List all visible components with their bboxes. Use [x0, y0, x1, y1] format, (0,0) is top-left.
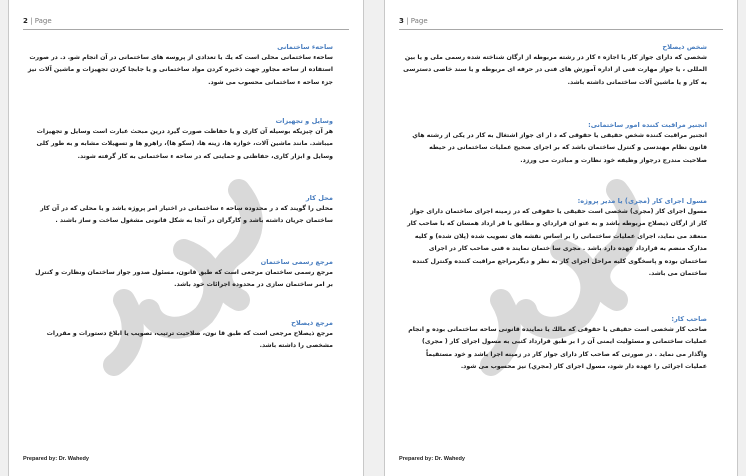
section-text: مسول اجرای کار (مجری) شخصی است حقیقی یا حقوقی که در زمینه اجرای ساختمان دارای جواز کار از ارگان ذیصلاح مربوطه باشد و به عنو ان قرارداي و مطابق با قر ارداد همسان که با صاحب کار منعقد می نماید، اجرای عملیات ساختمانی را بر اساس نقشه های تصویب شده (پلان شده) و کلیه مدارک منضم به قرارداد عهده دارد باشد . مجری سا ختمان نمایند ه فنی صاحب کار در اجرای ساختمان بوده و پاسخگوی کلیه مراحل اجرای کار به نظر و دیگرمراجع مراقبت کننده وکنترل کننده ساختمان می باشد. — [407, 208, 707, 278]
document-page-2 — [8, 0, 364, 476]
section-heading: مرجع ذیصلاح — [291, 319, 333, 327]
section-heading: ساحه‌ء ساختمانی — [277, 43, 333, 51]
section-heading: مرجع رسمی ساختمان — [260, 258, 333, 266]
section-text: مرجع رسمی ساختمان مرجعی است که طبق قانون، مسئول صدور جواز ساختمان ونظارت و کنترل بر امر ساختمان سازی در محدوده اجرائات خود باشد. — [35, 269, 333, 289]
section-heading: شخص ذیصلاح — [662, 43, 707, 51]
page-footer: Prepared by: Dr. Wahedy — [399, 456, 466, 462]
document-page-3 — [384, 0, 738, 476]
section-text: صاحب کار شخصی است حقیقی یا حقوقی که مالك یا نماینده قانونی ساحه ساختمانی بوده و انجام عملیات ساختمانی و مسئولیت ایمنی آن ر ا بر طبق قرارداد کتبی به مسول اجرای کار ( مجری) واگذار می نماید . در صورتی که صاحب کار دارای جواز کار در زمینه اجرا باشد و خود مستقیماً عملیات اجرائی را عهده دار شود، مسول اجرای کار (مجري) نیز محسوب می شود. — [408, 326, 707, 371]
section-text: انجنیر مراقبت کننده شخص حقیقی یا حقوقی که د ار ای جواز اشتغال به کار در یکی از رشته هاي قانون نظام مهندسی و کنترل ساختمان باشد که بر اجرای صحیح عملیات ساختمانی در حیطه صلاحیت مندرج درجواز وظیفه خود نظارت و مبادرت می ورزد. — [412, 132, 707, 164]
section-heading: محل کار — [305, 194, 333, 202]
section-heading: انجنیر مراقبت کننده امور ساختمانی: — [588, 121, 707, 129]
section-equipment — [27, 116, 333, 163]
section-official-authority — [27, 257, 333, 292]
section-text: شخصی که دارای جواز کار یا اجازه ء کار در رشته مربوطه از ارگان شناخته شده رسمی ملی و یا بین المللی ، یا جواز مهارت فنی از اداره آموزش های فنی در حرفه ای مربوطه و یا سند خاصی دسترسی به کار و یا ماشین آلات ساختمانی داشته باشد. — [403, 54, 707, 86]
section-workplace — [27, 193, 333, 228]
section-competent-person — [403, 42, 707, 89]
section-text: مرجع ذیصلاح مرجعی است که طبق قا نون، صلاحیت ترتیب، تصویب یا ابلاغ دستورات و مقررات مشخصی را داشته باشد. — [46, 330, 333, 350]
section-employer — [403, 314, 707, 374]
page-header — [399, 13, 723, 30]
section-competent-authority — [27, 318, 333, 353]
page-number-label: 2 | Page — [23, 17, 52, 25]
page-number-label: 3 | Page — [399, 17, 428, 25]
section-site — [27, 42, 333, 89]
section-heading: وسایل و تجهیزات — [275, 117, 333, 125]
section-text: هر آن چیزیکه بوسیله آن کاری و یا حفاظت صورت گیرد درین مبحث عبارت است وسایل و تجهیزات میباشد. مانند ماشین آلات، خوازه ها، زینه ها، (سکو ها)، راهرو ها و تسهیلات مشابه و به طور کلی وسایل و ابزار کاری، حفاظتی و حمایتی که در ساحه ء ساختمانی به کار گرفته شوند. — [36, 128, 333, 160]
section-text: محلی را گویند که د ر محدوده ساحه ء ساختمانی در اختیار امر پروژه باشد و یا محلی که در آن کار ساختمان جریان داشته باشد و کارگران در آنجا به شکل قانونی مشغول ساخت و ساز باشند . — [40, 205, 333, 225]
section-project-manager — [403, 196, 707, 280]
section-text: ساحه‌ء ساختمانی محلی است که یك یا تعدادی از پروسه های ساختمانی در آن انجام شو. د. در صورت استفاده از ساحه مجاور جهت ذخیره کردن مواد ساختمانی و یا جابجا کردن تجهیزات و ماشین آلات نیز جزء ساحه ء ساختمانی محسوب می شود. — [27, 54, 333, 86]
section-heading: مسول اجرای کار (مجری) یا مدیر پروژه: — [577, 197, 707, 205]
section-heading: صاحب کار: — [671, 315, 707, 323]
page-footer: Prepared by: Dr. Wahedy — [23, 456, 90, 462]
section-supervising-engineer — [403, 120, 707, 167]
page-header — [23, 13, 349, 30]
